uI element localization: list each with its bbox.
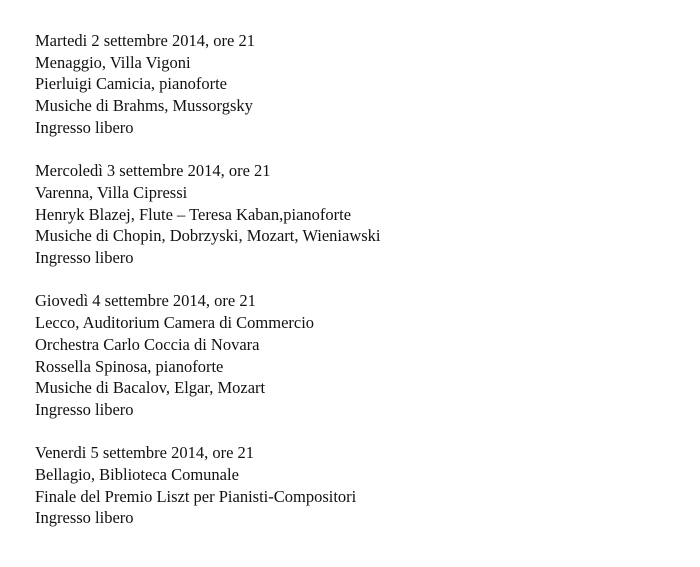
- event-2: [35, 160, 675, 269]
- event-4: [35, 442, 675, 529]
- event-program: Finale del Premio Liszt per Pianisti-Compositori: [35, 486, 357, 506]
- event-venue: Varenna, Villa Cipressi: [35, 182, 188, 202]
- event-admission: Ingresso libero: [35, 399, 134, 419]
- event-performer: Henryk Blazej, Flute – Teresa Kaban,pianoforte: [35, 204, 352, 224]
- event-admission: Ingresso libero: [35, 508, 134, 528]
- event-date: Martedi 2 settembre 2014, ore 21: [35, 31, 255, 50]
- event-admission: Ingresso libero: [35, 248, 134, 268]
- concert-schedule: [35, 30, 675, 551]
- event-performer: Pierluigi Camicia, pianoforte: [35, 74, 227, 94]
- event-program: Musiche di Chopin, Dobrzyski, Mozart, Wieniawski: [35, 226, 381, 246]
- event-date: Mercoledì 3 settembre 2014, ore 21: [35, 161, 271, 181]
- event-performer: Rossella Spinosa, pianoforte: [35, 356, 224, 376]
- event-venue: Menaggio, Villa Vigoni: [35, 52, 191, 72]
- event-venue: Bellagio, Biblioteca Comunale: [35, 465, 239, 485]
- event-date: Venerdi 5 settembre 2014, ore 21: [35, 443, 255, 463]
- event-date: Giovedì 4 settembre 2014, ore 21: [35, 291, 256, 311]
- event-admission: Ingresso libero: [35, 117, 134, 137]
- event-program: Musiche di Bacalov, Elgar, Mozart: [35, 378, 266, 398]
- event-venue: Lecco, Auditorium Camera di Commercio: [35, 313, 315, 333]
- event-1: [35, 30, 675, 139]
- event-performer: Orchestra Carlo Coccia di Novara: [35, 334, 260, 354]
- event-3: [35, 290, 675, 420]
- event-program: Musiche di Brahms, Mussorgsky: [35, 96, 253, 116]
